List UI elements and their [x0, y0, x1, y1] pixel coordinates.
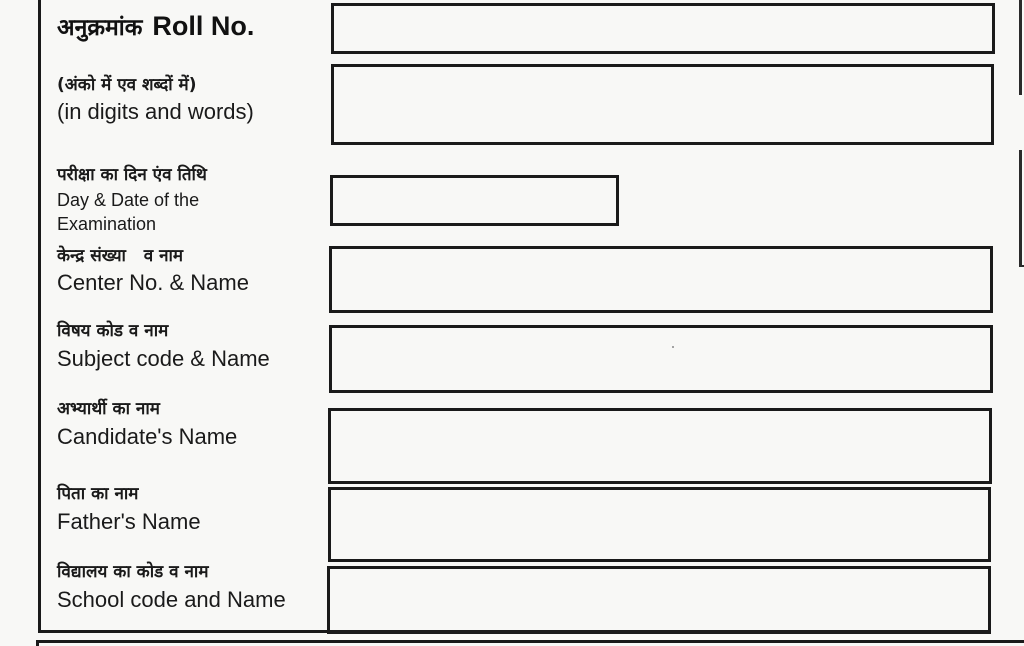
exam-date-field[interactable] [330, 175, 619, 226]
subject-label [57, 322, 270, 371]
roll-in-words-label [57, 76, 254, 124]
roll-in-words-label-hindi: (अंको में एव शब्दों में) [57, 75, 197, 95]
subject-label-hindi: विषय कोड व नाम [57, 321, 169, 341]
school-label-english: School code and Name [57, 586, 286, 612]
right-edge-line [1019, 0, 1022, 95]
exam-date-label-hindi: परीक्षा का दिन एंव तिथि [57, 165, 207, 185]
exam-date-label [57, 166, 207, 236]
roll-in-words-label-english: (in digits and words) [57, 98, 254, 124]
roll-number-field[interactable] [331, 3, 995, 54]
next-section-left-border [36, 640, 39, 646]
center-label [57, 247, 249, 295]
subject-field[interactable] [329, 325, 993, 393]
school-label [57, 563, 286, 612]
center-label-english: Center No. & Name [57, 269, 249, 295]
school-field[interactable] [327, 566, 991, 634]
candidate-name-field[interactable] [328, 408, 992, 484]
exam-date-label-english-line2: Examination [57, 213, 157, 234]
subject-label-english: Subject code & Name [57, 345, 270, 371]
roll-number-label-english: Roll No. [152, 11, 255, 41]
exam-date-label-english-line1: Day & Date of the [57, 189, 200, 210]
center-field[interactable] [329, 246, 993, 313]
father-name-label [57, 485, 201, 534]
right-edge-tick [1019, 265, 1024, 267]
candidate-name-label [57, 400, 237, 449]
right-edge-line [1019, 150, 1022, 265]
father-name-label-hindi: पिता का नाम [57, 484, 139, 504]
roll-in-words-field[interactable] [331, 64, 994, 145]
candidate-name-label-hindi: अभ्यार्थी का नाम [57, 399, 160, 419]
center-label-hindi: केन्द्र संख्या व नाम [57, 246, 184, 266]
father-name-field[interactable] [328, 487, 991, 562]
roll-number-label-hindi: अनुक्रमांक [57, 15, 143, 41]
candidate-name-label-english: Candidate's Name [57, 423, 238, 449]
school-label-hindi: विद्यालय का कोड व नाम [57, 562, 209, 582]
next-section-top-border [36, 640, 1024, 643]
roll-number-label [57, 10, 254, 42]
father-name-label-english: Father's Name [57, 508, 201, 534]
frame-left-border [38, 0, 41, 633]
